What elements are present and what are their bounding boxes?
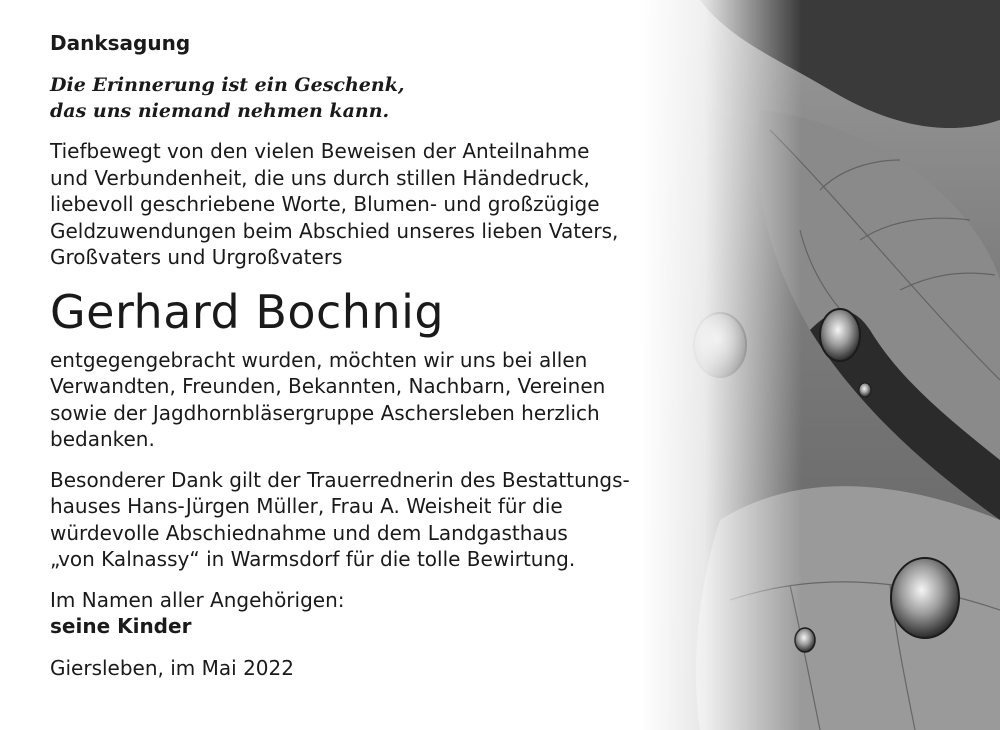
thanks-line: entgegengebracht wurden, möchten wir uns bei allen (50, 347, 588, 372)
thanks-line: sowie der Jagdhornbläsergruppe Aschersleben herzlich (50, 400, 600, 425)
place-date: Giersleben, im Mai 2022 (50, 655, 294, 680)
intro-line: Großvaters und Urgroßvaters (50, 245, 343, 269)
special-line: hauses Hans-Jürgen Müller, Frau A. Weisheit für die (50, 494, 563, 518)
motto (50, 72, 690, 124)
thanks-line: bedanken. (50, 427, 155, 451)
signature-name: seine Kinder (50, 613, 192, 638)
intro-line: Tiefbewegt von den vielen Beweisen der Anteilnahme (50, 139, 590, 163)
signature-label: Im Namen aller Angehörigen: (50, 587, 345, 612)
special-line: „von Kalnassy“ in Warmsdorf für die tolle Bewirtung. (50, 547, 576, 571)
deceased-name: Gerhard Bochnig (50, 284, 445, 339)
thanks-paragraph (50, 347, 690, 453)
intro-line: und Verbundenheit, die uns durch stillen Händedruck, (50, 165, 590, 190)
intro-line: liebevoll geschriebene Worte, Blumen- und großzügige (50, 192, 600, 216)
thanks-line: Verwandten, Freunden, Bekannten, Nachbarn, Vereinen (50, 374, 606, 398)
intro-line: Geldzuwendungen beim Abschied unseres lieben Vaters, (50, 218, 619, 243)
notice-text (50, 30, 690, 681)
notice-heading: Danksagung (50, 31, 191, 55)
leaf-photo (640, 0, 1000, 730)
special-thanks-paragraph (50, 467, 690, 573)
motto-line: das uns niemand nehmen kann. (50, 100, 390, 122)
intro-paragraph (50, 138, 690, 271)
special-line: würdevolle Abschiednahme und dem Landgasthaus (50, 520, 568, 545)
special-line: Besonderer Dank gilt der Trauerrednerin des Bestattungs- (50, 467, 630, 492)
leaf-with-drops-icon (640, 0, 1000, 730)
motto-line: Die Erinnerung ist ein Geschenk, (50, 74, 405, 96)
